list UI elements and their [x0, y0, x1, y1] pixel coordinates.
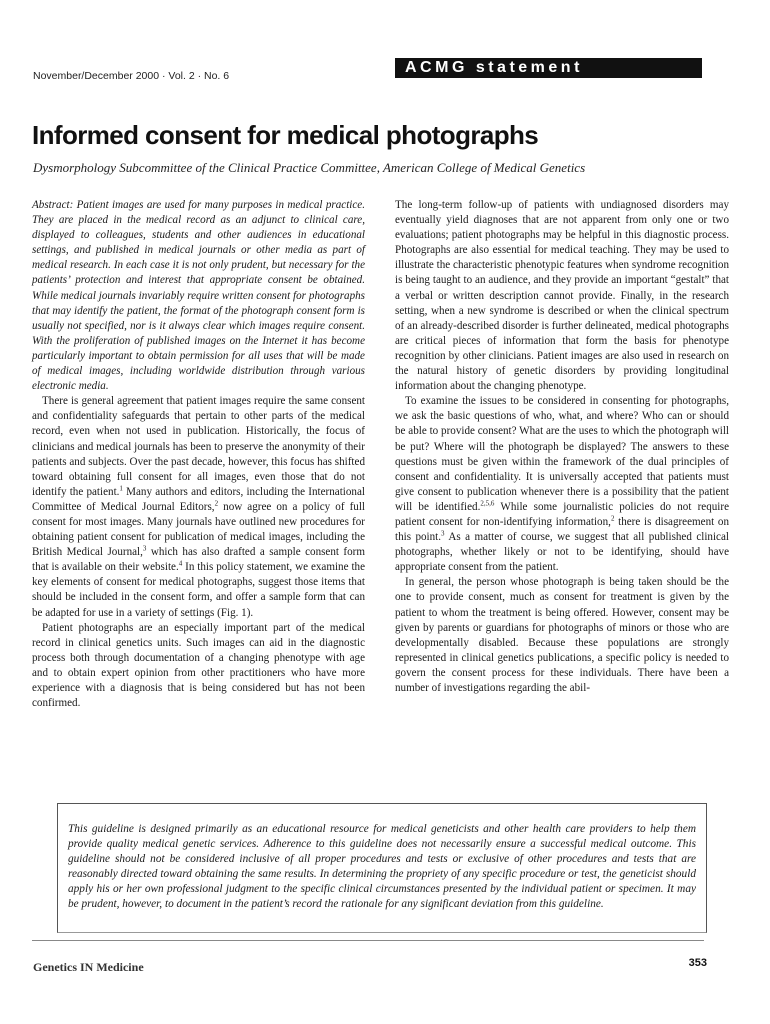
section-banner: [395, 58, 702, 78]
article-title: Informed consent for medical photographs: [32, 120, 539, 150]
citation: 3: [142, 544, 147, 553]
disclaimer-text: This guideline is designed primarily as an educational resource for medical geneticists and other health care providers to help them provide quality medical genetic services. Adherence to this guideline does not necessarily ensure a successful medical outcome. This guideline should not be considered inclusive of all proper procedures and tests or exclusive of other procedures and tests that are reasonably directed toward obtaining the same results. In determining the propriety of any specific procedure or test, the geneticist should apply his or her own professional judgment to the specific clinical circumstances presented by the individual patient or specimen. It may be prudent, however, to document in the patient’s record the rationale for any significant deviation from this guideline.: [68, 823, 696, 911]
paragraph: There is general agreement that patient images require the same consent and confidentiality safeguards that pertain to other parts of the medical record, even when not used in publication. Historically, the focus of clinicians and medical journals has been to preserve the anonymity of their patients and subjects. Over the past decade, however, this focus has shifted toward obtaining full consent for all images, even those that do not identify the patient.$^1$ Many authors and editors, including the International Committee of Medical Journal Editors,$^2$ now agree on a policy of full consent for most images. Many journals have outlined new procedures for obtaining patient consent for publication of medical images, including the British Medical Journal,$^3$ which has also drafted a sample consent form that is available on their website.$^4$ In this policy statement, we examine the key elements of consent for medical photographs, suggest those items that should be included in the consent form, and offer a sample form that can be adapted for use in a variety of settings (Fig. 1).: [32, 395, 365, 619]
journal-name: Genetics IN Medicine: [33, 960, 144, 974]
citation: 3: [441, 529, 445, 538]
abstract: Abstract: Patient images are used for many purposes in medical practice. They are placed in the medical record as an adjunct to clinical care, displayed to colleagues, students and other audiences in educational settings, and published in medical journals or other media as part of medical research. In each case it is not only prudent, but necessary for the patients’ protection and interest that appropriate consent be obtained. While medical journals invariably require written consent for photographs that may identify the patient, the format of the photograph consent form is usually not specified, nor is it always clear which images require consent. With the proliferation of published images on the Internet it has become particularly important to obtain permission for all uses that will be made of medical images, including worldwide distribution through various electronic media.: [32, 199, 365, 393]
paragraph: To examine the issues to be considered in consenting for photographs, we ask the basic questions of who, what, and where? Who can or should be able to provide consent? What are the uses to which the photograph will be put? Where will the photograph be displayed? The answers to these questions must be given within the framework of the dual principles of consent and confidentiality. It is universally accepted that patients must give consent to publication whenever there is a possibility that the patient will be identified.$^{2,5,6}$ While some journalistic policies do not require patient consent for non-identifying information,$^2$ there is disagreement on this point.$^3$ As a matter of course, we suggest that all published clinical photographs, whether likely or not to be identifying, should have appropriate consent from the patient.: [395, 395, 730, 574]
citation: 1: [119, 484, 123, 493]
disclaimer-box: [57, 803, 707, 933]
paragraph: The long-term follow-up of patients with undiagnosed disorders may eventually yield diagnoses that are not apparent from only one or two evaluations; patient photographs may be helpful in this diagnostic process. Photographs are also essential for medical teaching. They may be used to illustrate the characteristic phenotypic features when syndrome recognition is being taught to an audience, and they provide an important “gestalt” that a verbal or written description cannot provide. Finally, in the research setting, when a new syndrome is described or when the clinical spectrum of an already-described disorder is further delineated, medical photographs are critical pieces of information that form the basis for phenotype recognition by other clinicians. Patient images are also used in research on the natural history of genetic disorders by providing longitudinal information about the changing phenotype.: [395, 199, 729, 393]
footer-rule: [32, 940, 704, 941]
citation: 2,5,6: [480, 499, 495, 508]
citation: 2: [610, 514, 615, 523]
section-label: ACMG statement: [405, 59, 583, 76]
paragraph: In general, the person whose photograph is being taken should be the one to provide consent, much as consent for treatment is given by the patient to whom the treatment is being offered. However, consent may be given by parents or guardians for photographs of minors or those who are developmentally disabled. Because these populations are strongly represented in clinical genetics publications, a specific policy is needed to govern the consent process for these individuals. There have been a number of investigations regarding the abil-: [395, 576, 729, 694]
issue-info: November/December 2000 · Vol. 2 · No. 6: [33, 70, 230, 82]
citation: 2: [214, 499, 219, 508]
paragraph: Patient photographs are an especially important part of the medical record in clinical genetics units. Such images can aid in the diagnostic process both through documentation of a changing phenotype with age and to obtain expert opinion from other practitioners who have more experience with a diagnosis that is being considered but has not been confirmed.: [32, 621, 365, 710]
right-column: [395, 198, 729, 696]
article-authors: Dysmorphology Subcommittee of the Clinical Practice Committee, American College of Medical Genetics: [33, 160, 586, 175]
page-number: 353: [688, 957, 707, 969]
left-column: [32, 198, 365, 711]
citation: 4: [178, 559, 183, 568]
